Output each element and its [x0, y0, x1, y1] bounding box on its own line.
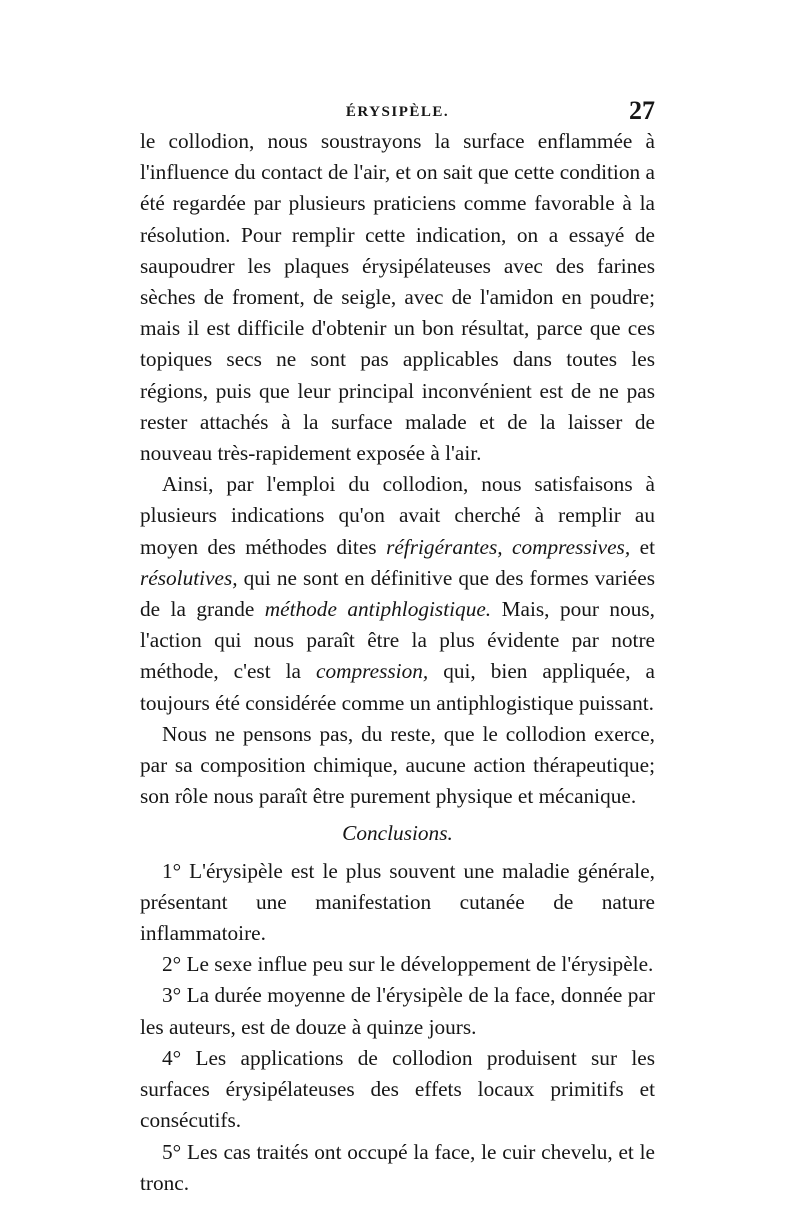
text-run: Nous ne pensons pas, du reste, que le collodion exerce, par sa composition chimique, aucune action thérapeutique; son rôle nous paraît être purement physique et mécanique.	[140, 721, 655, 809]
page-body	[140, 126, 655, 1199]
text-run: qui, bien appliquée, a toujours été considérée comme un antiphlogistique puissant.	[140, 659, 655, 715]
conclusion-item-1: 1° L'érysipèle est le plus souvent une maladie générale, présentant une manifestation cutanée de nature inflammatoire.	[140, 858, 655, 946]
text-run: le collodion, nous soustrayons la surface enflammée à l'influence du contact de l'air, et on sait que cette condition a été regardée par plusieurs praticiens comme favorable à la résolution. Pour remplir cette indication, on a essayé de saupoudrer les plaques érysipélateuses avec des farines sèches de froment, de seigle, avec de l'amidon en poudre; mais il est difficile d'obtenir un bon résultat, parce que ces topiques secs ne sont pas applicables dans toutes les régions, puis que leur principal inconvénient est de ne pas rester attachés à la surface malade et de la laisser de nouveau très-rapidement exposée à l'air.	[140, 129, 655, 466]
conclusion-item-5: 5° Les cas traités ont occupé la face, le cuir chevelu, et le tronc.	[140, 1139, 655, 1195]
italic-term: compression,	[316, 659, 429, 684]
text-run: et	[630, 534, 655, 559]
paragraph-2	[140, 469, 655, 719]
page-header	[140, 98, 655, 128]
italic-term: résolutives,	[140, 565, 238, 590]
conclusion-item-4: 4° Les applications de collodion produisent sur les surfaces érysipélateuses des effets locaux primitifs et consécutifs.	[140, 1045, 655, 1133]
page-number: 27	[629, 96, 655, 125]
conclusions-heading: Conclusions.	[342, 821, 453, 846]
conclusion-item-2: 2° Le sexe influe peu sur le développement de l'érysipèle.	[162, 952, 654, 977]
text-run: qui ne sont en définitive que des formes variées de la grande	[140, 565, 655, 622]
italic-term: réfrigérantes, compressives,	[386, 534, 631, 559]
text-run: Ainsi, par l'emploi du collodion, nous satisfaisons à plusieurs indications qu'on avait cherché à remplir au moyen des méthodes dites	[140, 472, 655, 559]
conclusion-item-3: 3° La durée moyenne de l'érysipèle de la face, donnée par les auteurs, est de douze à quinze jours.	[140, 983, 655, 1039]
paragraph-1	[140, 126, 655, 469]
running-head: ÉRYSIPÈLE.	[345, 104, 450, 120]
paragraph-3	[140, 719, 655, 813]
italic-term: méthode antiphlogistique.	[264, 597, 492, 622]
text-run: Mais, pour nous, l'action qui nous paraît être la plus évidente par notre méthode, c'est la	[140, 597, 655, 684]
